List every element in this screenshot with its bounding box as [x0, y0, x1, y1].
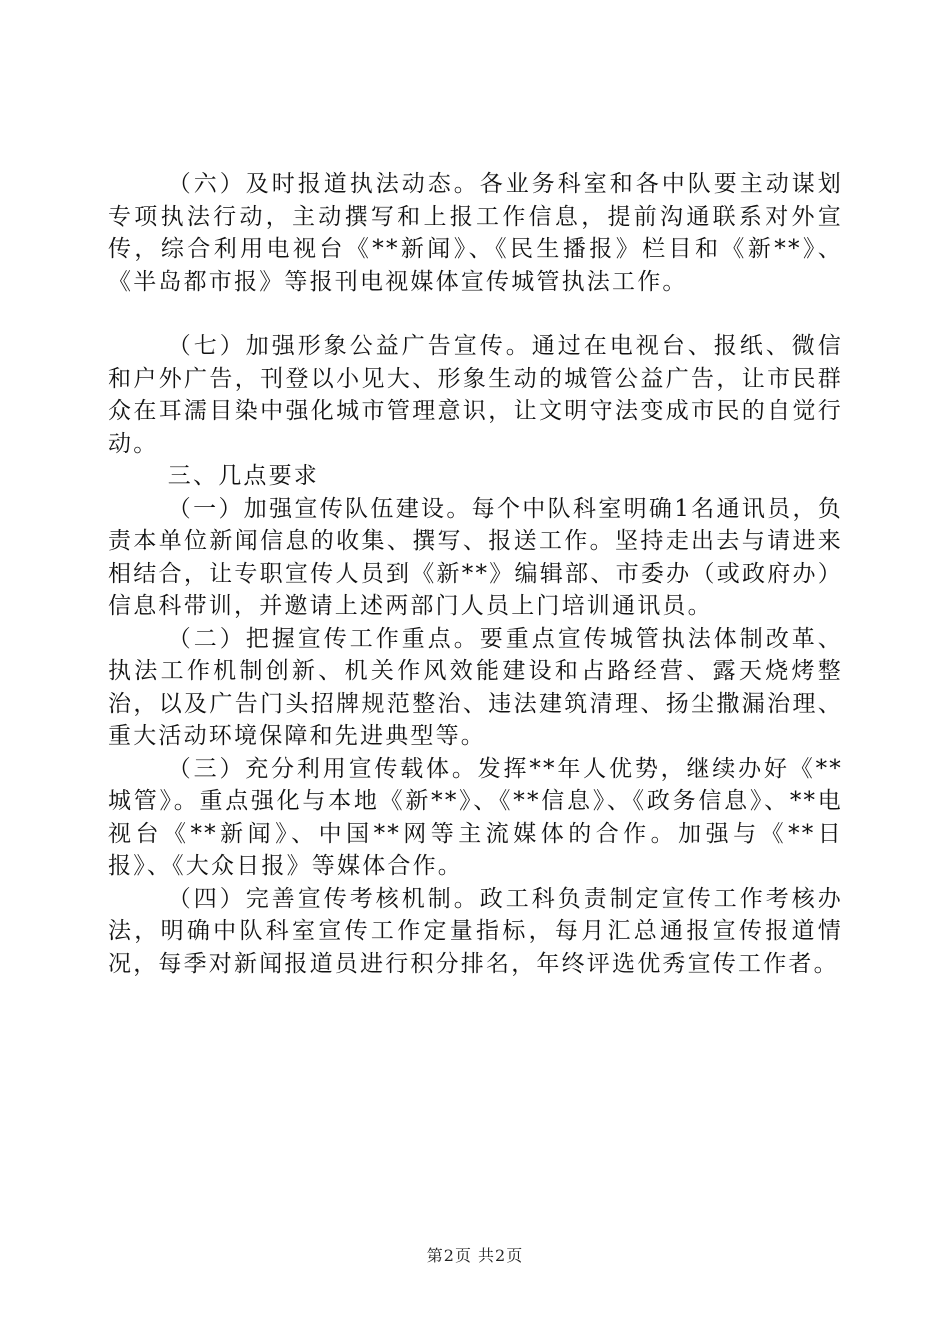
paragraph-spacer: [108, 298, 843, 330]
paragraph-item-6: （六）及时报道执法动态。各业务科室和各中队要主动谋划专项执法行动，主动撰写和上报工作信息，提前沟通联系对外宣传，综合利用电视台《**新闻》、《民生播报》栏目和《新**》、《半岛都市报》等报刊电视媒体宣传城管执法工作。: [108, 171, 843, 295]
requirement-item-2: （二）把握宣传工作重点。要重点宣传城管执法体制改革、执法工作机制创新、机关作风效能建设和占路经营、露天烧烤整治，以及广告门头招牌规范整治、违法建筑清理、扬尘撒漏治理、重大活动环境保障和先进典型等。: [108, 625, 843, 749]
document-body: [108, 168, 843, 980]
section-heading: 三、几点要求: [167, 463, 319, 489]
page-number-footer: 第2页 共2页: [426, 1246, 524, 1265]
requirement-item-4: （四）完善宣传考核机制。政工科负责制定宣传工作考核办法，明确中队科室宣传工作定量指标，每月汇总通报宣传报道情况，每季对新闻报道员进行积分排名，年终评选优秀宣传工作者。: [108, 885, 843, 977]
paragraph-item-7: （七）加强形象公益广告宣传。通过在电视台、报纸、微信和户外广告，刊登以小见大、形象生动的城管公益广告，让市民群众在耳濡目染中强化城市管理意识，让文明守法变成市民的自觉行动。: [108, 333, 843, 457]
requirement-item-3: （三）充分利用宣传载体。发挥**年人优势，继续办好《**城管》。重点强化与本地《新**》、《**信息》、《政务信息》、**电视台《**新闻》、中国**网等主流媒体的合作。加强与《**日报》、《大众日报》等媒体合作。: [108, 755, 843, 879]
requirement-item-1: （一）加强宣传队伍建设。每个中队科室明确1名通讯员，负责本单位新闻信息的收集、撰写、报送工作。坚持走出去与请进来相结合，让专职宣传人员到《新**》编辑部、市委办（或政府办）信息科带训，并邀请上述两部门人员上门培训通讯员。: [108, 495, 843, 619]
